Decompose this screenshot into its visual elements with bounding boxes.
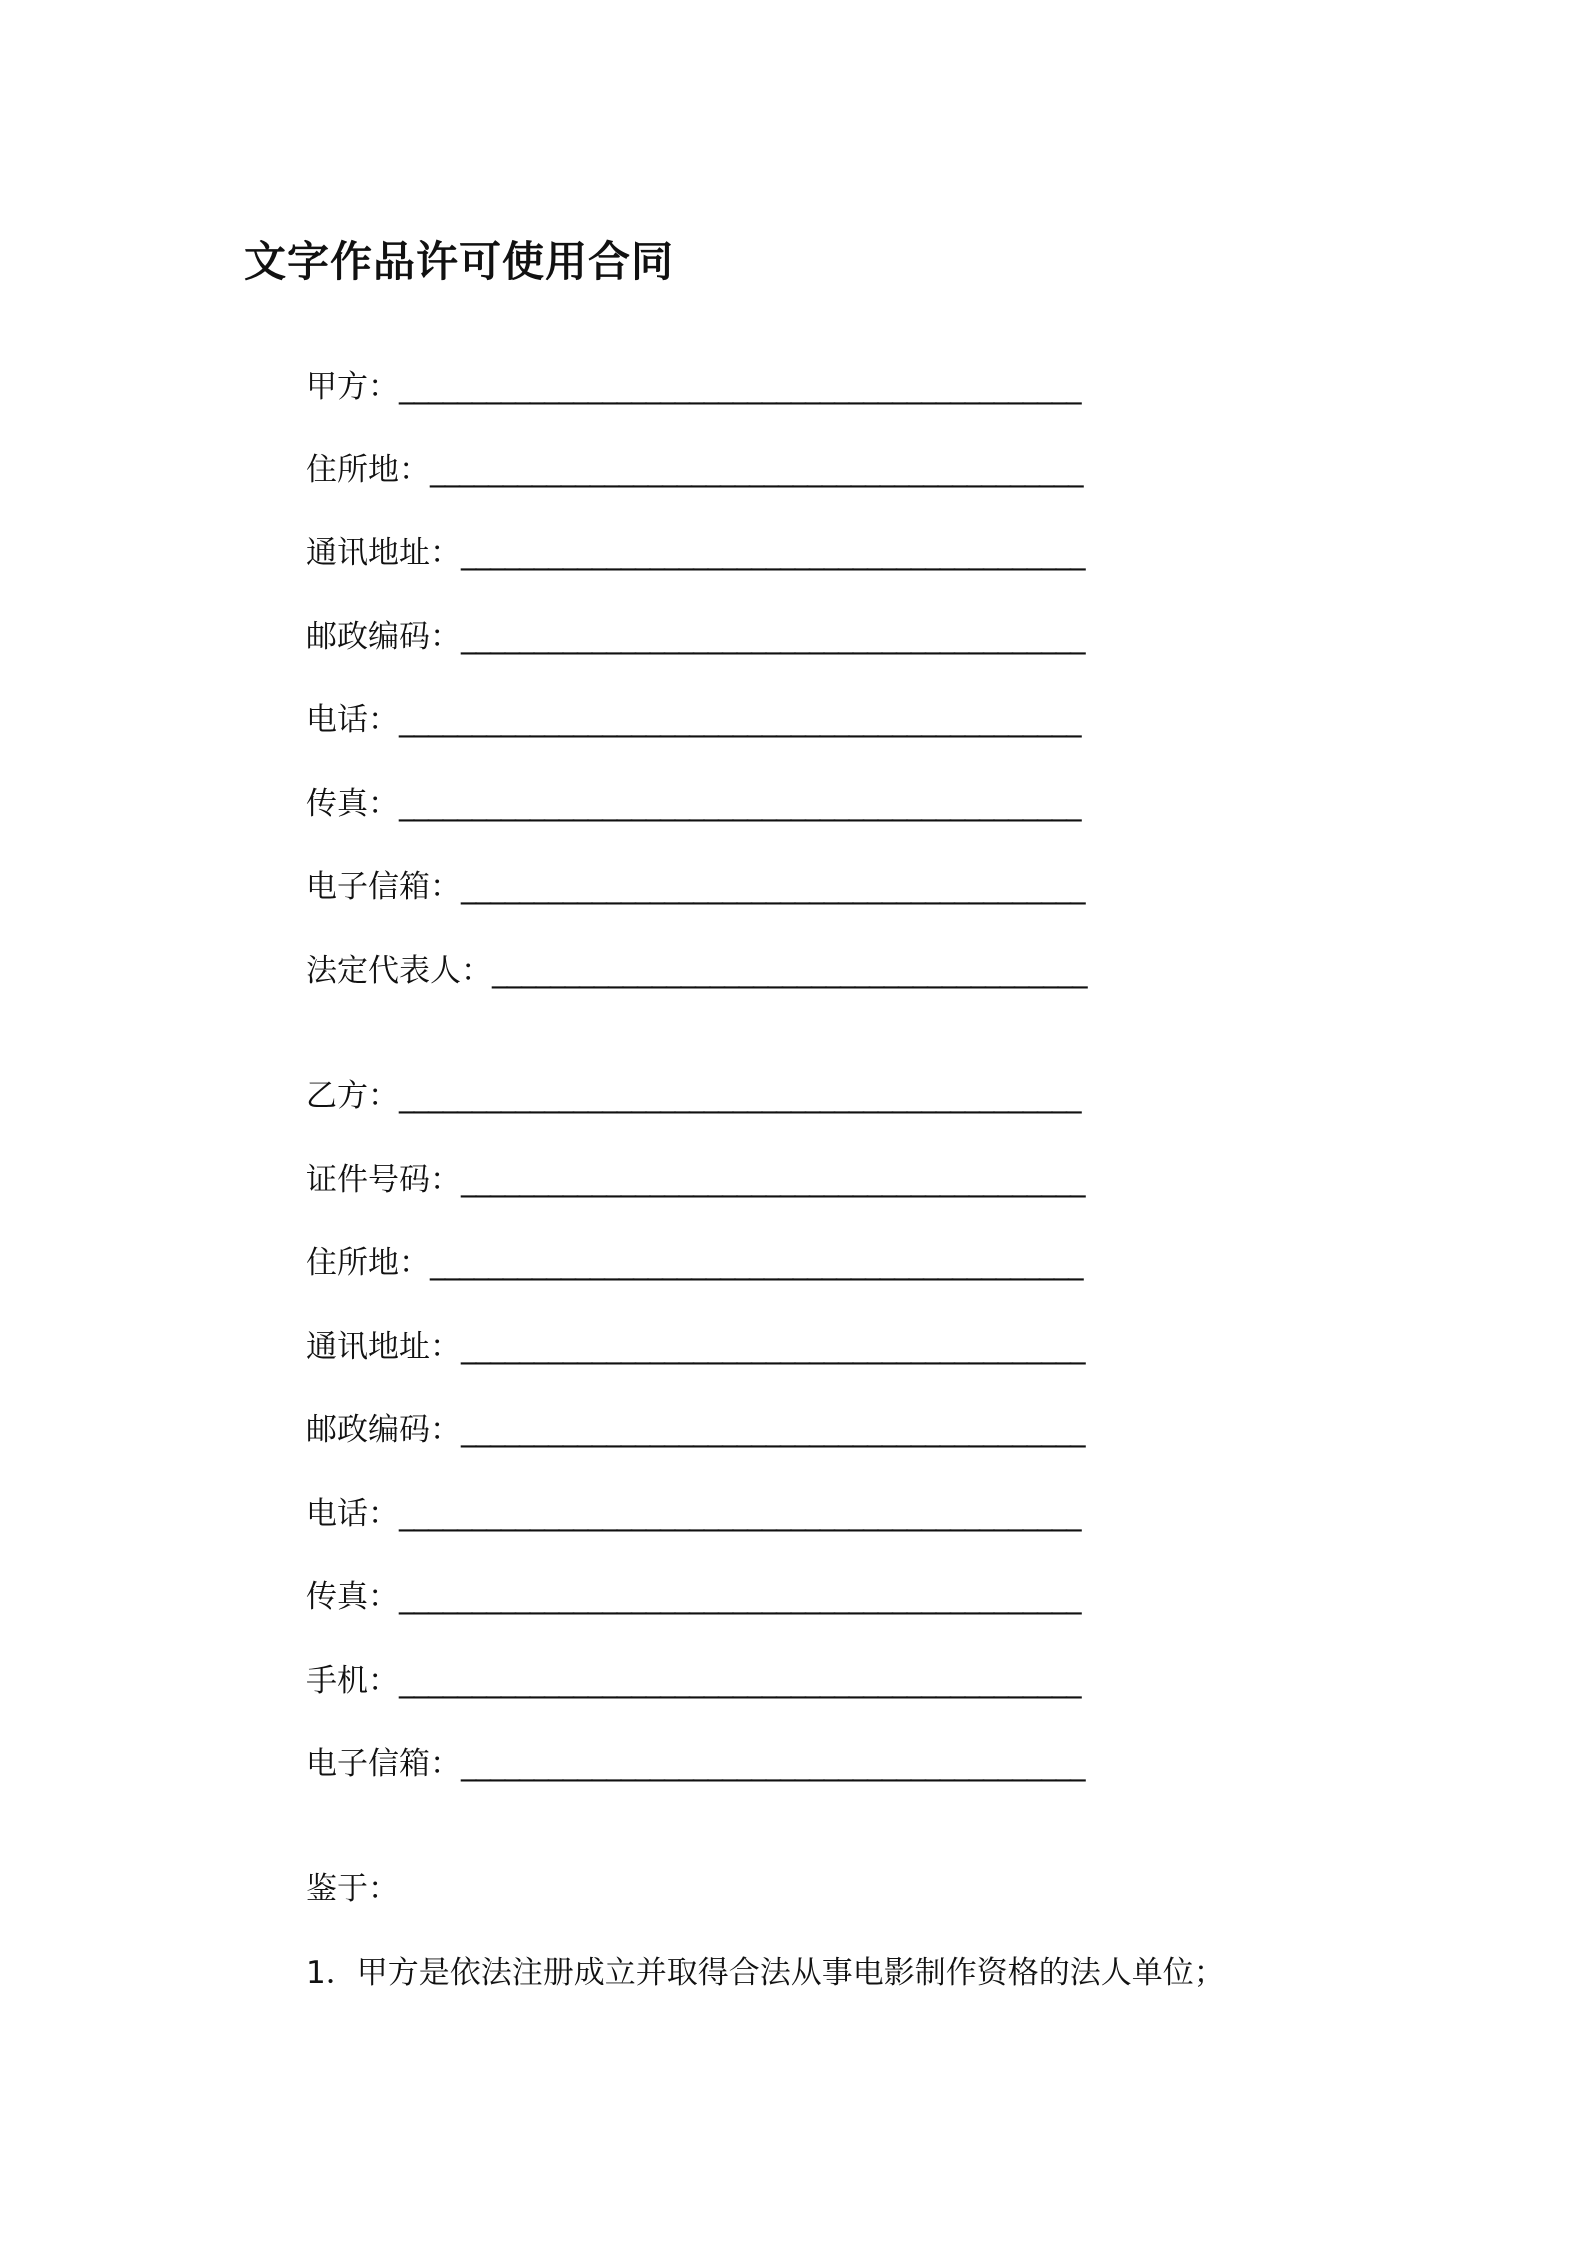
fill-in-blank: _______________________________________________ [399, 369, 1081, 405]
field-label: 乙方： [306, 1078, 399, 1114]
party-b-phone-field [306, 1489, 1081, 1539]
party-b-id-number-field [306, 1155, 1085, 1205]
fill-in-blank: _______________________________________________ [399, 786, 1081, 822]
fill-in-blank: ___________________________________________ [461, 869, 1085, 905]
party-b-mobile-field [306, 1656, 1081, 1706]
clause-1: 1．甲方是依法注册成立并取得合法从事电影制作资格的法人单位； [306, 1955, 1225, 1991]
fill-in-blank: _______________________________________________ [399, 702, 1081, 738]
fill-in-blank: _____________________________________________ [430, 452, 1083, 488]
party-a-address-field [306, 445, 1083, 495]
field-label: 电话： [306, 702, 399, 738]
whereas-heading: 鉴于： [306, 1871, 399, 1907]
fill-in-blank: _______________________________________________ [399, 1496, 1081, 1532]
party-b-address-field [306, 1238, 1083, 1288]
party-b-postal-code-field [306, 1405, 1085, 1455]
field-label: 住所地： [306, 1245, 430, 1281]
fill-in-blank: ___________________________________________ [461, 619, 1085, 655]
field-label: 邮政编码： [306, 619, 461, 655]
party-b-mailing-address-field [306, 1322, 1085, 1372]
party-b-email-field [306, 1739, 1085, 1789]
field-label: 甲方： [306, 369, 399, 405]
field-label: 传真： [306, 786, 399, 822]
field-label: 电子信箱： [306, 1746, 461, 1782]
field-label: 法定代表人： [306, 953, 492, 989]
field-label: 电话： [306, 1496, 399, 1532]
party-a-mailing-address-field [306, 528, 1085, 578]
party-a-fax-field [306, 779, 1081, 829]
party-a-name-field [306, 362, 1081, 412]
fill-in-blank: ___________________________________________ [461, 1746, 1085, 1782]
fill-in-blank: _____________________________________________ [430, 1245, 1083, 1281]
field-label: 证件号码： [306, 1162, 461, 1198]
field-label: 邮政编码： [306, 1412, 461, 1448]
field-label: 传真： [306, 1579, 399, 1615]
party-b-fax-field [306, 1572, 1081, 1622]
fill-in-blank: ___________________________________________ [461, 1412, 1085, 1448]
fill-in-blank: _______________________________________________ [399, 1663, 1081, 1699]
fill-in-blank: ___________________________________________ [461, 1329, 1085, 1365]
fill-in-blank: ___________________________________________ [461, 535, 1085, 571]
field-label: 电子信箱： [306, 869, 461, 905]
party-b-name-field [306, 1071, 1081, 1121]
fill-in-blank: _________________________________________ [492, 953, 1087, 989]
field-label: 住所地： [306, 452, 430, 488]
document-title: 文字作品许可使用合同 [244, 237, 675, 286]
party-a-phone-field [306, 695, 1081, 745]
party-a-email-field [306, 862, 1085, 912]
party-a-postal-code-field [306, 612, 1085, 662]
fill-in-blank: ___________________________________________ [461, 1162, 1085, 1198]
party-a-legal-representative-field [306, 946, 1087, 996]
fill-in-blank: _______________________________________________ [399, 1579, 1081, 1615]
fill-in-blank: _______________________________________________ [399, 1078, 1081, 1114]
field-label: 通讯地址： [306, 535, 461, 571]
field-label: 通讯地址： [306, 1329, 461, 1365]
field-label: 手机： [306, 1663, 399, 1699]
